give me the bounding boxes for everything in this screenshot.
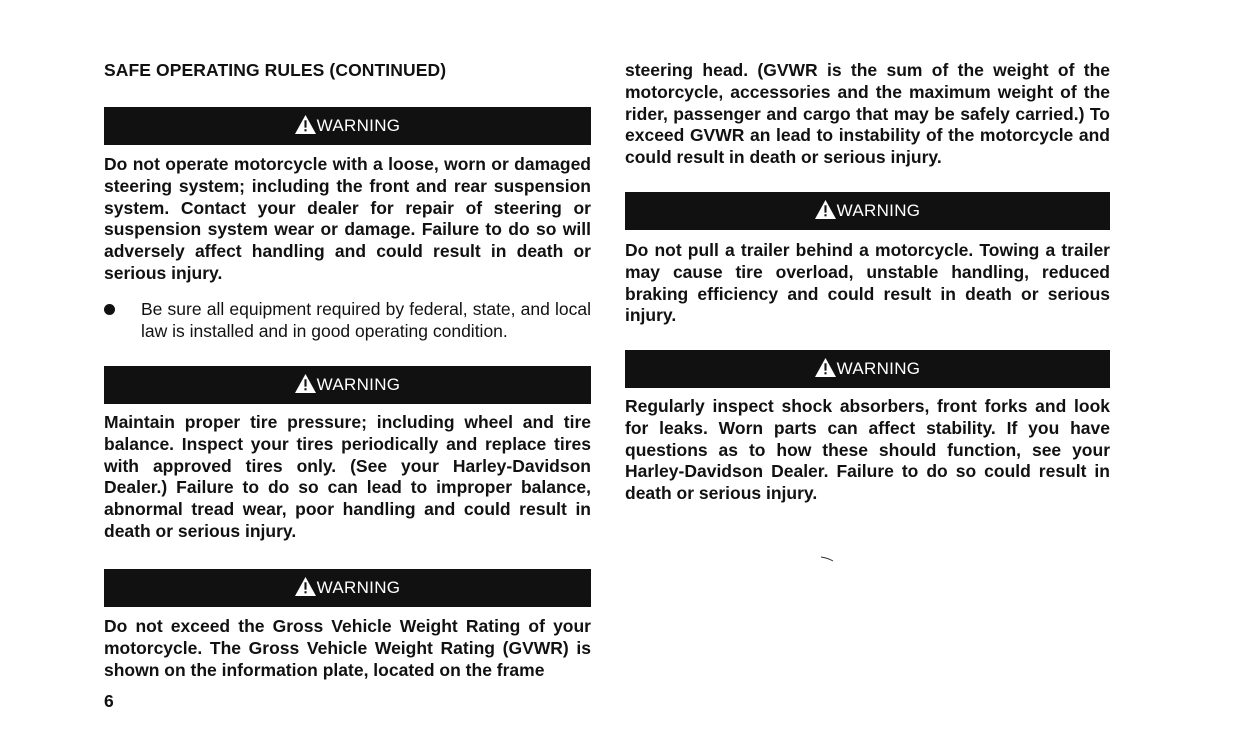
- warning-label: WARNING: [316, 578, 401, 597]
- warning-triangle-icon: [815, 200, 836, 219]
- bullet-dot-icon: [104, 304, 115, 315]
- warning-banner-5: [625, 350, 1110, 388]
- warning-label: WARNING: [316, 375, 401, 394]
- warning-triangle-icon: [815, 358, 836, 377]
- warning-text-trailer: Do not pull a trailer behind a motorcycle. Towing a trailer may cause tire overload, unstable handling, reduced braking efficiency and could result in death or serious injury.: [625, 240, 1110, 326]
- warning-banner-1: [104, 107, 591, 145]
- warning-text-shocks: Regularly inspect shock absorbers, front forks and look for leaks. Worn parts can affect stability. If you have questions as to how these should function, see your Harley-Davidson Dealer. Failure to do so could result in death or serious injury.: [625, 396, 1110, 504]
- warning-label: WARNING: [836, 359, 921, 378]
- warning-banner-2: [104, 366, 591, 404]
- section-heading: SAFE OPERATING RULES (CONTINUED): [104, 60, 447, 80]
- page-number: 6: [104, 691, 114, 711]
- warning-label: WARNING: [316, 116, 401, 135]
- warning-text-tires: Maintain proper tire pressure; including wheel and tire balance. Inspect your tires periodically and replace tires with approved tires only. (See your Harley-Davidson Dealer.) Failure to do so can lead to improper balance, abnormal tread wear, poor handling and could result in death or serious injury.: [104, 412, 591, 541]
- warning-label: WARNING: [836, 201, 921, 220]
- stray-mark: [820, 556, 834, 562]
- warning-banner-3: [104, 569, 591, 607]
- warning-text-gvwr-continued: steering head. (GVWR is the sum of the weight of the motorcycle, accessories and the maximum weight of the rider, passenger and cargo that may be safely carried.) To exceed GVWR an lead to instability of the motorcycle and could result in death or serious injury.: [625, 60, 1110, 168]
- warning-triangle-icon: [295, 374, 316, 393]
- warning-text-gvwr: Do not exceed the Gross Vehicle Weight Rating of your motorcycle. The Gross Vehicle Weight Rating (GVWR) is shown on the information plate, located on the frame: [104, 616, 591, 680]
- list-item: [104, 299, 591, 343]
- warning-text-steering: Do not operate motorcycle with a loose, worn or damaged steering system; including the front and rear suspension system. Contact your dealer for repair of steering or suspension system wear or damage. Failure to do so will adversely affect handling and could result in death or serious injury.: [104, 154, 591, 283]
- warning-triangle-icon: [295, 577, 316, 596]
- warning-triangle-icon: [295, 115, 316, 134]
- list-item-text: Be sure all equipment required by federal, state, and local law is installed and in good operating condition.: [141, 299, 591, 341]
- warning-banner-4: [625, 192, 1110, 230]
